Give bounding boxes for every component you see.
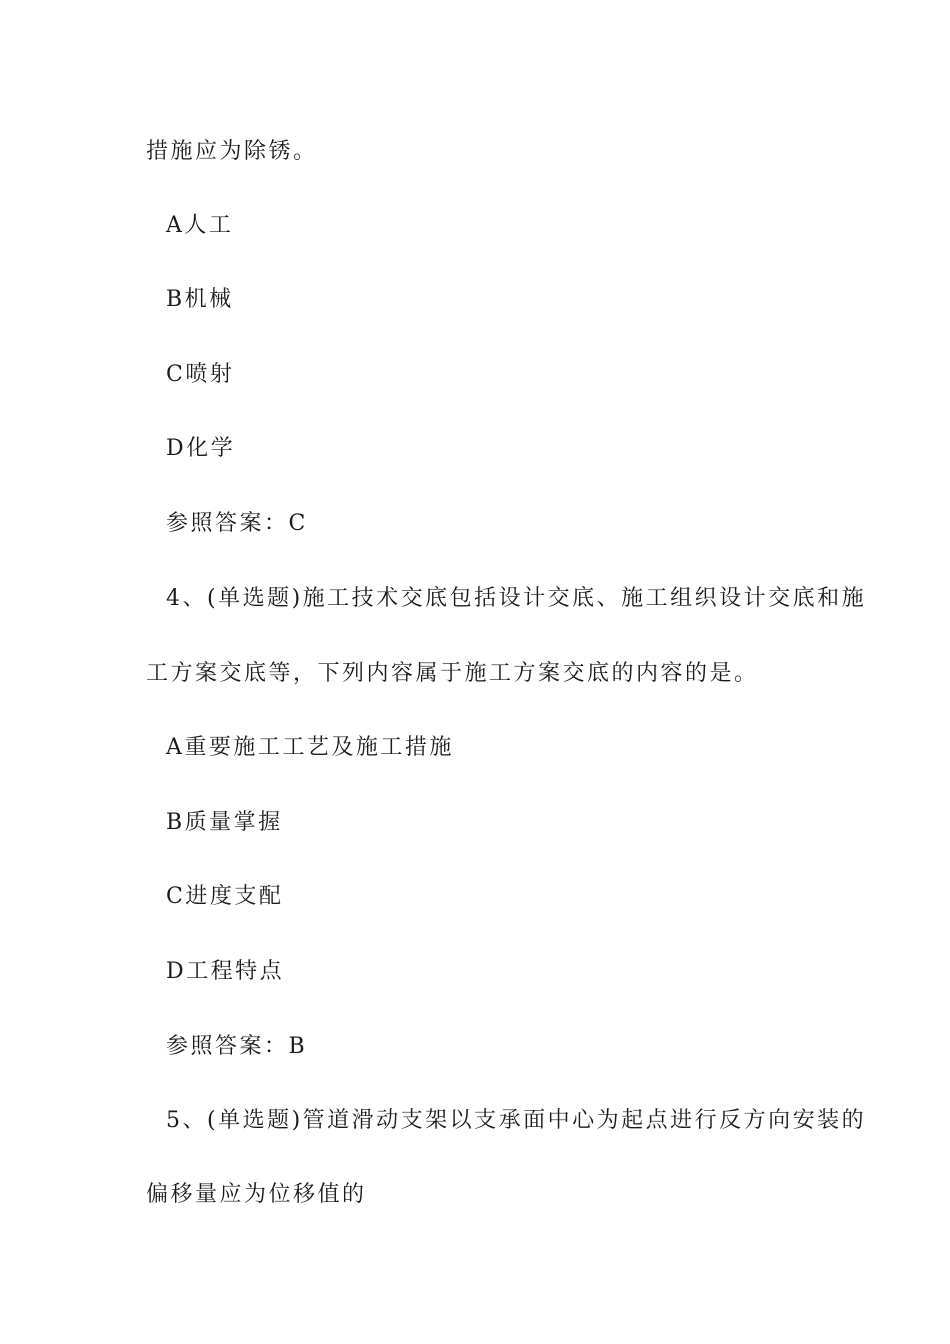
q3-option-a: A人工 [166,213,234,238]
q4-answer: 参照答案：B [166,1034,308,1059]
q3-answer: 参照答案：C [166,511,308,536]
q4-option-d: D工程特点 [166,959,285,984]
q4-stem-line1: 4、(单选题)施工技术交底包括设计交底、施工组织设计交底和施 [166,586,867,611]
q4-option-a: A重要施工工艺及施工措施 [166,735,454,760]
q5-stem-line1: 5、(单选题)管道滑动支架以支承面中心为起点进行反方向安装的 [166,1108,867,1133]
q4-stem-line2: 工方案交底等，下列内容属于施工方案交底的内容的是。 [146,661,759,686]
q3-option-c: C喷射 [166,362,235,387]
q5-stem-line2: 偏移量应为位移值的 [146,1182,367,1207]
q3-stem-tail: 措施应为除锈。 [146,139,318,164]
q3-option-d: D化学 [166,436,236,461]
q4-option-c: C进度支配 [166,884,284,909]
q3-option-b: B机械 [166,287,234,312]
q4-option-b: B质量掌握 [166,810,283,835]
